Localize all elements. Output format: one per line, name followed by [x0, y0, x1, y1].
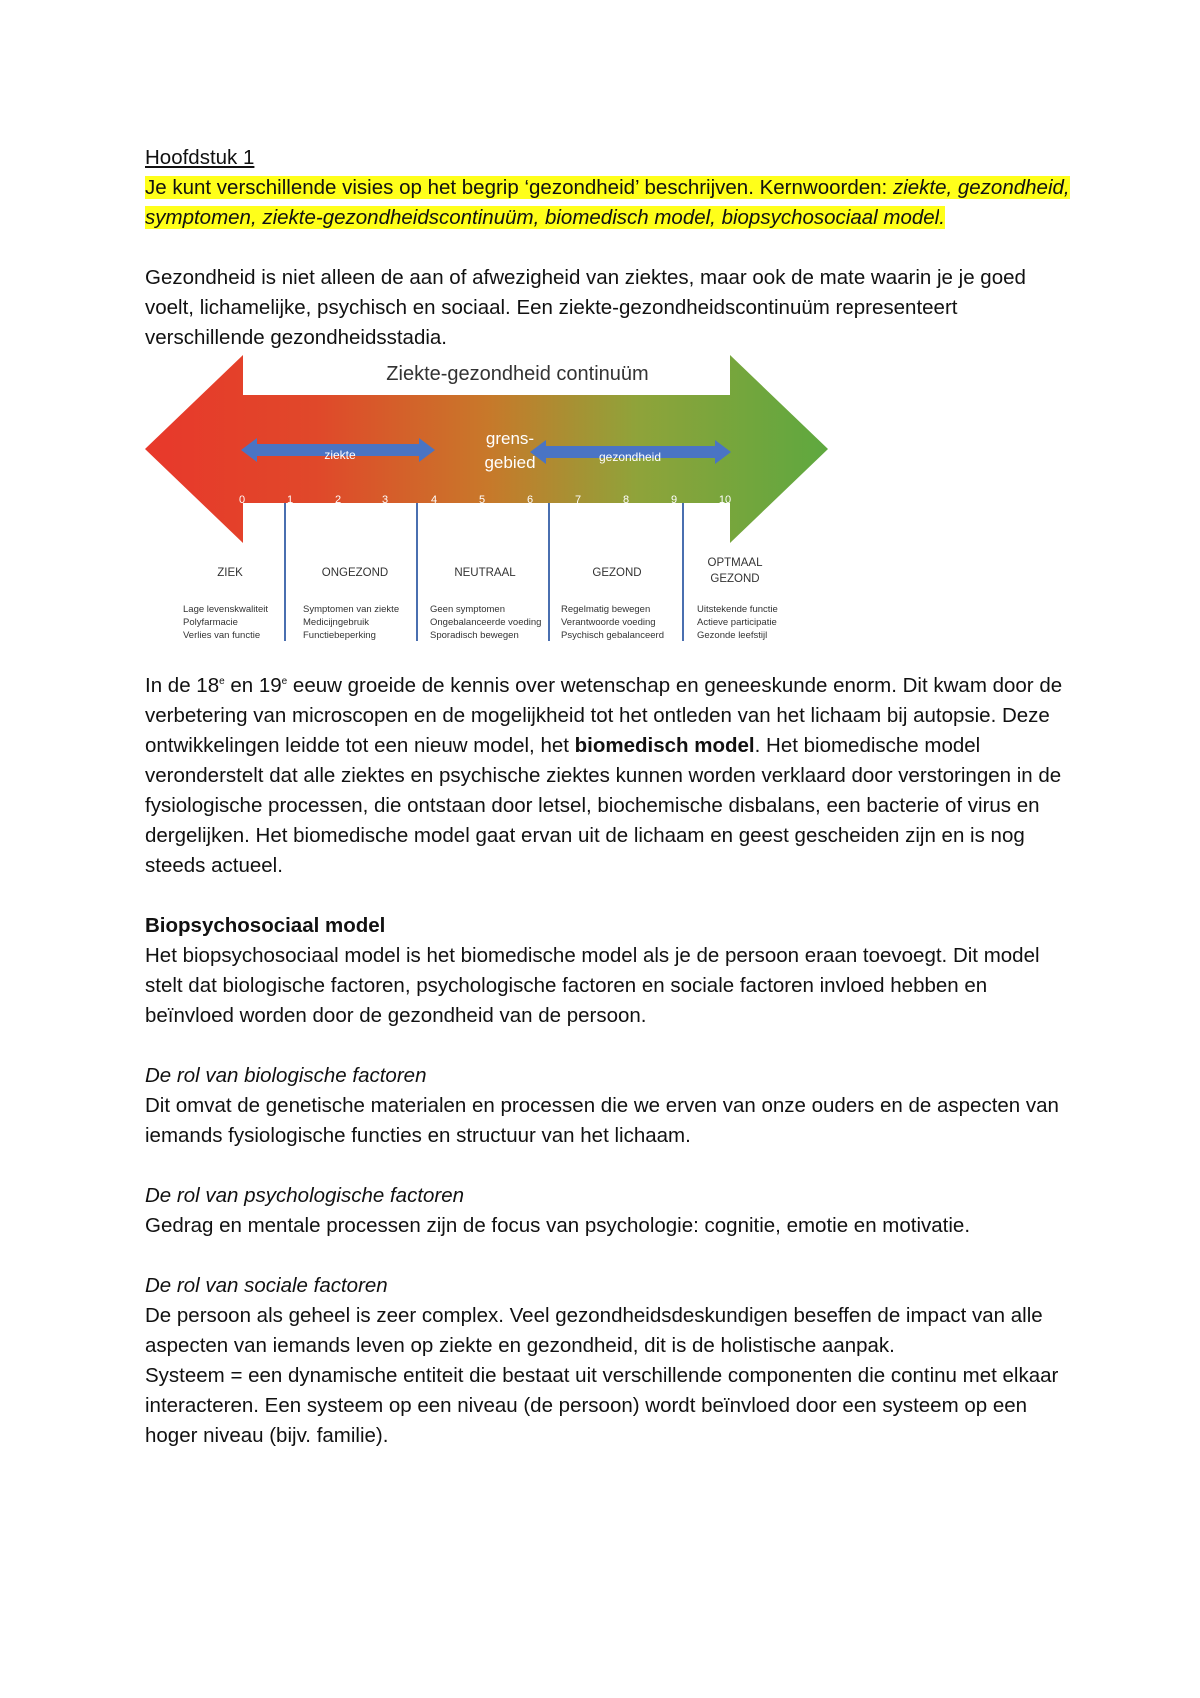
history-text-c: eeuw groeide de kennis over wetenschap en geneeskunde enorm. Dit kwam door de verbetering van microscopen en de mogelijkheid tot het ontleden van het lichaam bij autopsie. Deze ontwikkelingen leidde tot een nieuw model, het: [145, 674, 1063, 757]
category-ongezond-description: Symptomen van ziekte Medicijngebruik Functiebeperking: [303, 604, 400, 641]
intro-paragraph: Gezondheid is niet alleen de aan of afwezigheid van ziektes, maar ook de mate waarin je je goed voelt, lichamelijke, psychisch en sociaal. Een ziekte-gezondheidscontinuüm representeert verschillende gezondheidsstadia.: [145, 266, 1026, 349]
category-ziek-description: Lage levenskwaliteit Polyfarmacie Verlies van functie: [183, 604, 269, 641]
history-text-d: . Het biomedische model veronderstelt dat alle ziektes en psychische ziektes kunnen worden verklaard door verstoringen in de fysiologische processen, die ontstaan door letsel, biochemische disbalans, een bacterie of virus en dergelijken. Het biomedische model gaat ervan uit de lichaam en geest gescheiden zijn en is nog steeds actueel.: [145, 734, 1062, 877]
scale-tick-6: 6: [526, 494, 534, 506]
system-definition-paragraph: Systeem = een dynamische entiteit die bestaat uit verschillende componenten die continu met elkaar interacteren. Een systeem op een niveau (de persoon) wordt beïnvloed door een systeem op een hoger niveau (bijv. familie).: [145, 1364, 1059, 1447]
biological-factors-paragraph: Dit omvat de genetische materialen en processen die we erven van onze ouders en de aspecten van iemands fysiologische functies en structuur van het lichaam.: [145, 1094, 1059, 1147]
biopsychosocial-paragraph: Het biopsychosociaal model is het biomedische model als je de persoon eraan toevoegt. Dit model stelt dat biologische factoren, psychologische factoren en sociale factoren invloed hebben en beïnvloed worden door de gezondheid van de persoon.: [145, 944, 1040, 1027]
scale-tick-0: 0: [238, 494, 246, 506]
scale-tick-2: 2: [334, 494, 342, 506]
scale-tick-7: 7: [574, 494, 582, 506]
category-gezond: GEZOND: [592, 567, 642, 579]
diagram-title: Ziekte-gezondheid continuüm: [386, 363, 649, 385]
border-area-label-line2: gebied: [484, 453, 536, 472]
learning-objective: [145, 173, 1075, 233]
objective-text: Je kunt verschillende visies op het begrip ‘gezondheid’ beschrijven. Kernwoorden:: [145, 176, 893, 199]
biological-factors-heading: De rol van biologische factoren: [145, 1064, 427, 1087]
scale-tick-10: 10: [718, 494, 732, 506]
history-text-b: en 19: [224, 674, 282, 697]
border-area-label: [445, 427, 575, 475]
biomedisch-model-term: biomedisch model: [574, 734, 755, 757]
category-neutraal: NEUTRAAL: [454, 567, 516, 579]
chapter-heading: Hoofdstuk 1: [145, 146, 255, 169]
border-area-label-line1: grens-: [485, 429, 535, 448]
document-content: [145, 143, 1075, 1451]
category-ziek: ZIEK: [217, 567, 243, 579]
category-neutraal-description: Geen symptomen Ongebalanceerde voeding Sporadisch bewegen: [430, 604, 542, 641]
history-paragraph: [145, 671, 1075, 881]
superscript-e-2: e: [281, 676, 288, 688]
scale-tick-4: 4: [430, 494, 438, 506]
objective-keywords: ziekte, gezondheid, symptomen, ziekte-gezondheidscontinuüm, biomedisch model, biopsychosociaal model: [145, 176, 1070, 229]
superscript-e-1: e: [219, 676, 225, 688]
psychological-factors-heading: De rol van psychologische factoren: [145, 1184, 465, 1207]
scale-tick-5: 5: [478, 494, 486, 506]
category-ongezond: ONGEZOND: [321, 567, 389, 579]
social-factors-heading: De rol van sociale factoren: [145, 1274, 388, 1297]
ziekte-arrow-label: ziekte: [324, 448, 356, 462]
social-factors-paragraph: De persoon als geheel is zeer complex. Veel gezondheidsdeskundigen beseffen de impact van alle aspecten van iemands leven op ziekte en gezondheid, dit is de holistische aanpak.: [145, 1304, 1043, 1357]
category-optimaal-description: Uitstekende functie Actieve participatie Gezonde leefstijl: [697, 604, 778, 641]
scale-tick-1: 1: [286, 494, 294, 506]
category-optimaal-line1: OPTMAAL: [707, 557, 763, 569]
history-text-a: In de 18: [145, 674, 220, 697]
biopsychosocial-heading: Biopsychosociaal model: [145, 914, 386, 937]
category-gezond-description: Regelmatig bewegen Verantwoorde voeding Psychisch gebalanceerd: [561, 604, 664, 641]
scale-tick-8: 8: [622, 494, 630, 506]
psychological-factors-paragraph: Gedrag en mentale processen zijn de focus van psychologie: cognitie, emotie en motivatie.: [145, 1214, 971, 1237]
category-optimaal-line2: GEZOND: [710, 573, 760, 585]
category-optimaal-gezond: [685, 555, 785, 587]
scale-tick-3: 3: [381, 494, 389, 506]
objective-end: .: [939, 206, 945, 229]
continuum-diagram: [145, 355, 1075, 663]
gezondheid-arrow-label: gezondheid: [598, 450, 662, 464]
scale-tick-9: 9: [670, 494, 678, 506]
